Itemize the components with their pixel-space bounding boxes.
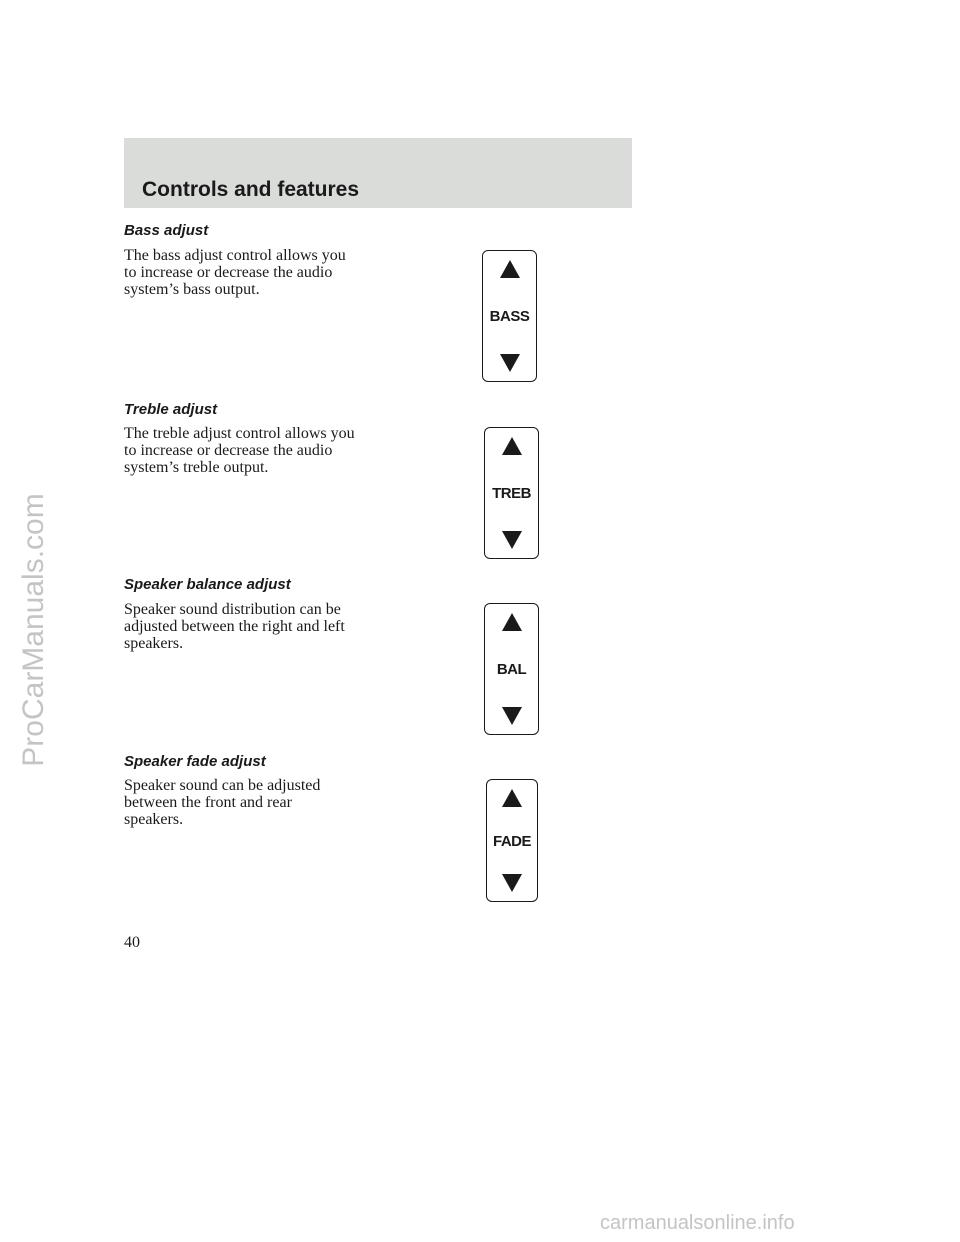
bass-description-line: The bass adjust control allows you [124, 247, 346, 264]
balance-down-arrow-icon[interactable] [502, 707, 522, 725]
bass-description [124, 247, 394, 298]
footer-watermark: carmanualsonline.info [600, 1212, 795, 1234]
treble-control-label: TREB [492, 485, 531, 502]
balance-description [124, 601, 394, 652]
balance-description-line: Speaker sound distribution can be [124, 601, 341, 618]
treble-heading: Treble adjust [124, 401, 218, 418]
fade-up-arrow-icon[interactable] [502, 789, 522, 807]
treble-description [124, 425, 394, 476]
balance-up-arrow-icon[interactable] [502, 613, 522, 631]
fade-description-line: speakers. [124, 811, 184, 828]
balance-description-line: adjusted between the right and left [124, 618, 345, 635]
fade-control[interactable] [486, 779, 538, 902]
bass-control-label: BASS [489, 308, 530, 325]
treble-description-line: to increase or decrease the audio [124, 442, 333, 459]
bass-heading: Bass adjust [124, 222, 209, 239]
treble-control[interactable] [484, 427, 539, 559]
fade-control-label: FADE [492, 833, 531, 850]
side-watermark-text: ProCarManuals.com [17, 493, 50, 767]
fade-description-line: between the front and rear [124, 794, 292, 811]
side-watermark [14, 480, 54, 780]
fade-description [124, 777, 394, 828]
balance-control-label: BAL [496, 661, 527, 678]
bass-description-line: system’s bass output. [124, 281, 260, 298]
treble-down-arrow-icon[interactable] [502, 531, 522, 549]
page-title: Controls and features [142, 178, 360, 201]
fade-down-arrow-icon[interactable] [502, 874, 522, 892]
fade-description-line: Speaker sound can be adjusted [124, 777, 321, 794]
balance-heading: Speaker balance adjust [124, 576, 291, 593]
treble-up-arrow-icon[interactable] [502, 437, 522, 455]
bass-control[interactable] [482, 250, 537, 382]
balance-description-line: speakers. [124, 635, 184, 652]
fade-heading: Speaker fade adjust [124, 753, 266, 770]
bass-down-arrow-icon[interactable] [500, 354, 520, 372]
treble-description-line: The treble adjust control allows you [124, 425, 355, 442]
treble-description-line: system’s treble output. [124, 459, 269, 476]
balance-control[interactable] [484, 603, 539, 735]
bass-up-arrow-icon[interactable] [500, 260, 520, 278]
bass-description-line: to increase or decrease the audio [124, 264, 333, 281]
page-number: 40 [124, 934, 140, 951]
